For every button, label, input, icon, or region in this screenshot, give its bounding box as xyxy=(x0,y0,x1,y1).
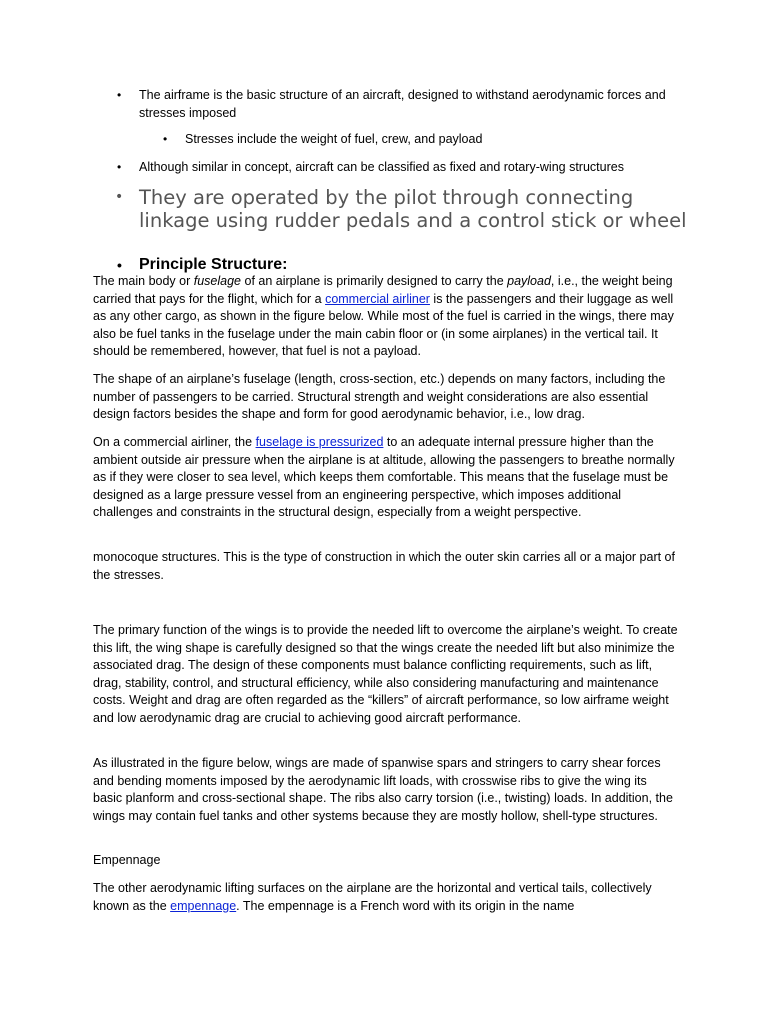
paragraph-fuselage-shape: The shape of an airplane’s fuselage (length, cross-section, etc.) depends on many factors, including the number of passengers to be carried. Structural strength and weight considerations are also essential design factors besides the shape and form for good aerodynamic behavior, i.e., low drag. xyxy=(93,372,666,422)
heading-empennage: Empennage xyxy=(93,853,161,867)
empennage-link[interactable]: empennage xyxy=(170,898,237,913)
fuselage-pressurized-link[interactable]: fuselage is pressurized xyxy=(255,435,384,449)
paragraph-empennage: The other aerodynamic lifting surfaces on the airplane are the horizontal and vertical tails, collectively known as the empennage. The empennage is a French word with its origin in the name xyxy=(93,881,652,913)
bullet-principle-structure: • Principle Structure: xyxy=(139,256,539,274)
commercial-airliner-link[interactable]: commercial airliner xyxy=(325,291,430,306)
sub-bullet-stresses: • Stresses include the weight of fuel, crew, and payload xyxy=(185,131,685,149)
fuselage-term: fuselage xyxy=(193,274,242,288)
paragraph-wings-structure: As illustrated in the figure below, wings are made of spanwise spars and stringers to carry shear forces and bending moments imposed by the aerodynamic lift loads, with crosswise ribs to give the wing its basic planform and cross-sectional shape. The ribs also carry torsion (i.e., twisting) loads. In addition, the wings may contain fuel tanks and other systems because they are mostly hollow, shell-type structures. xyxy=(93,756,673,823)
paragraph-wings-function: The primary function of the wings is to provide the needed lift to overcome the airplane’s weight. To create this lift, the wing shape is carefully designed so that the wings create the needed lift but also minimize the associated drag. The design of these components must balance conflicting requirements, such as lift, drag, stability, control, and structural efficiency, while also considering manufacturing and maintenance costs. Weight and drag are often regarded as the “killers” of aircraft performance, so low airframe weight and low aerodynamic drag are crucial to achieving good aircraft performance. xyxy=(93,623,678,725)
paragraph-monocoque: monocoque structures. This is the type of construction in which the outer skin carries all or a major part of the stresses. xyxy=(93,550,675,582)
payload-term: payload xyxy=(507,274,551,288)
bullet-airframe: • The airframe is the basic structure of an aircraft, designed to withstand aerodynamic forces and stresses imposed xyxy=(139,87,679,122)
paragraph-fuselage: The main body or fuselage of an airplane is primarily designed to carry the payload, i.e., the weight being carried that pays for the flight, which for a commercial airliner is the passengers and their luggage as well as any other cargo, as shown in the figure below. While most of the fuel is carried in the wings, there may also be fuel tanks in the fuselage under the main cabin floor or (in some airplanes) in the vertical tail. It should be remembered, however, that fuel is not a payload. xyxy=(93,274,674,359)
bullet-operated: • They are operated by the pilot through connecting linkage using rudder pedals and a control stick or wheel xyxy=(139,186,699,232)
paragraph-pressurized: On a commercial airliner, the fuselage is pressurized to an adequate internal pressure higher than the ambient outside air pressure when the airplane is at altitude, allowing the passengers to breathe normally as if they were closer to sea level, which keeps them comfortable. This means that the fuselage must be designed as a large pressure vessel from an engineering perspective, which imposes additional challenges and constraints in the structural design, especially from a weight perspective. xyxy=(93,435,675,520)
bullet-classified: • Although similar in concept, aircraft can be classified as fixed and rotary-wing structures xyxy=(139,159,699,177)
